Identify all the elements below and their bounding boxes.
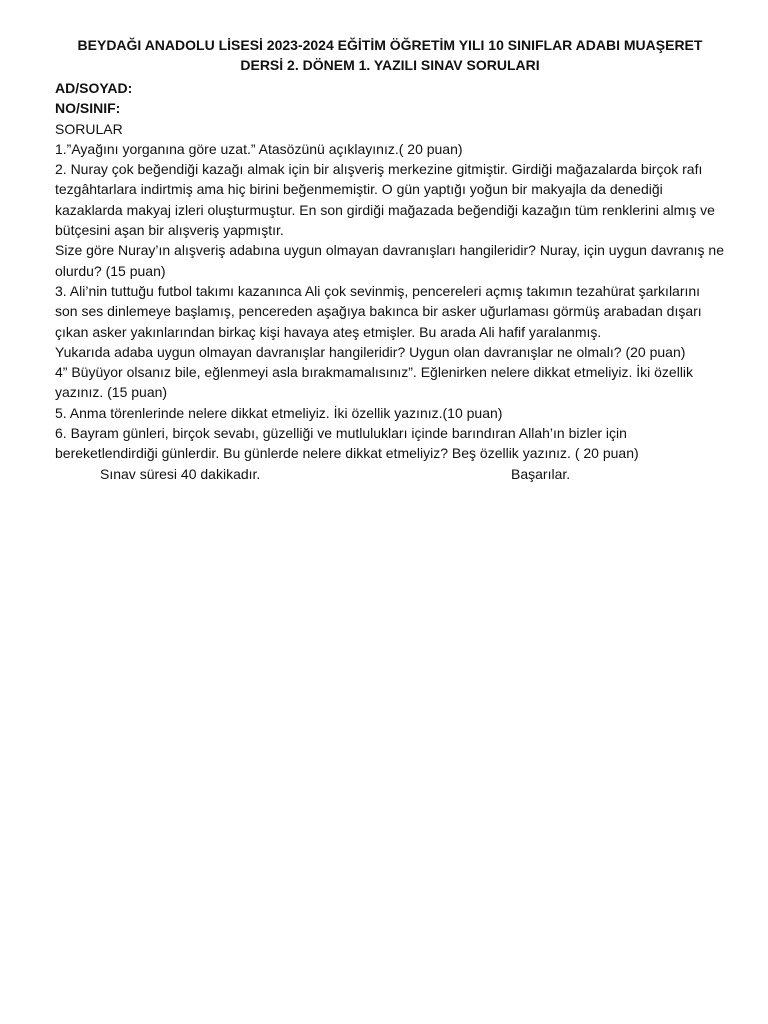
exam-title — [55, 35, 725, 75]
question-2-ask: Size göre Nuray’ın alışveriş adabına uygun olmayan davranışları hangileridir? Nuray, için uygun davranış ne olurdu? (15 puan) — [55, 242, 724, 279]
question-2-text: 2. Nuray çok beğendiği kazağı almak için bir alışveriş merkezine gitmiştir. Girdiği mağazalarda birçok rafı tezgâhtarlara indirtmiş ama hiç birini beğenmemiştir. O gün yaptığı yoğun bir makyajla da denediği kazaklarda makyaj izleri oluşturmuştur. En son girdiği mağazada beğendiği kazağın tüm renklerini almış ve bütçesini aşan bir alışveriş yapmıştır. — [55, 161, 715, 239]
name-label: AD/SOYAD: — [55, 80, 133, 96]
question-3-text: 3. Ali’nin tuttuğu futbol takımı kazanınca Ali çok sevinmiş, pencereleri açmış takımın tezahürat şarkılarını son ses dinlemeye başlamış, pencereden aşağıya bakınca bir asker uğurlaması görmüş arabadan dışarı çıkan asker yakınlarından birkaç kişi havaya ateş etmişler. Bu arada Ali hafif yaralanmış. — [55, 282, 702, 340]
question-4: 4” Büyüyor olsanız bile, eğlenmeyi asla bırakmamalısınız”. Eğlenirken nelere dikkat etmeliyiz. İki özellik yazınız. (15 puan) — [55, 364, 694, 401]
number-class-label: NO/SINIF: — [55, 100, 121, 117]
exam-duration: Sınav süresi 40 dakikadır. — [100, 465, 261, 482]
exam-page — [55, 35, 725, 485]
question-6: 6. Bayram günleri, birçok sevabı, güzelliği ve mutlulukları içinde barındıran Allah’ın bizler için bereketlendirdiği günlerdir. Bu günlerde nelere dikkat etmeliyiz? Beş özellik yazınız. ( 20 puan) — [55, 425, 639, 462]
exam-title-line2: DERSİ 2. DÖNEM 1. YAZILI SINAV SORULARI — [240, 57, 540, 73]
question-3-ask: Yukarıda adaba uygun olmayan davranışlar hangileridir? Uygun olan davranışlar ne olmalı? (20 puan) — [55, 343, 686, 360]
exam-footer — [55, 464, 725, 485]
section-label: SORULAR — [55, 120, 123, 137]
question-5: 5. Anma törenlerinde nelere dikkat etmeliyiz. İki özellik yazınız.(10 puan) — [55, 404, 503, 421]
question-1: 1.”Ayağını yorganına göre uzat.” Atasözünü açıklayınız.( 20 puan) — [55, 140, 463, 157]
exam-title-line1: BEYDAĞI ANADOLU LİSESİ 2023-2024 EĞİTİM ÖĞRETİM YILI 10 SINIFLAR ADABI MUAŞERET — [77, 37, 703, 53]
good-luck-text: Başarılar. — [511, 465, 571, 482]
